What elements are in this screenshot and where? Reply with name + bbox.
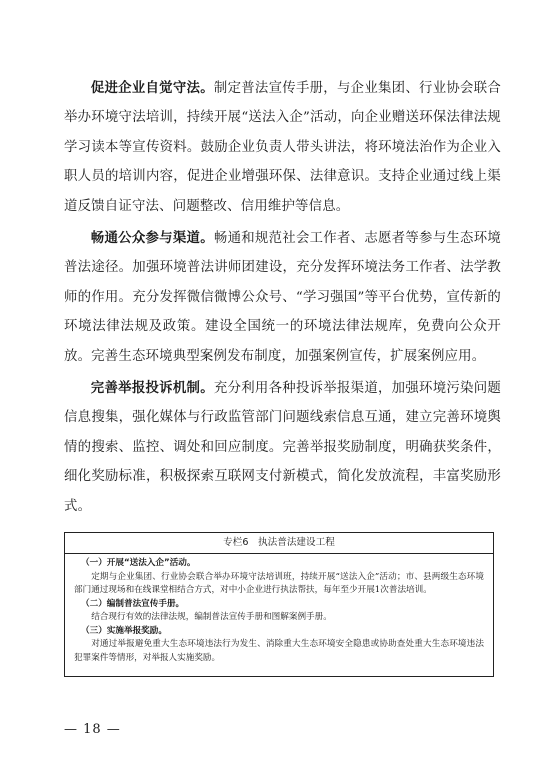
paragraph-text: 畅通和规范社会工作者、志愿者等参与生态环境普法途径。加强环境普法讲师团建设，充分发挥环境法务工作者、法学教师的作用。充分发挥微信微博公众号、“学习强国”等平台优势，宣传新的环境法律法规及政策。建设全国统一的环境法律法规库，免费向公众开放。完善生态环境典型案例发布制度，加强案例宣传，扩展案例应用。 — [64, 231, 501, 364]
paragraph-lead: 完善举报投诉机制。 — [90, 381, 214, 397]
paragraph-lead: 促进企业自觉守法。 — [90, 81, 214, 96]
box-item-heading: （二）编制普法宣传手册。 — [81, 598, 185, 609]
page-number: — 18 — — [64, 722, 121, 737]
paragraph-lead: 畅通公众参与渠道。 — [90, 231, 214, 247]
paragraph-enterprise-compliance — [64, 74, 501, 221]
box-item-heading: （三）实施举报奖励。 — [81, 625, 167, 636]
box-item-text: 定期与企业集团、行业协会联合举办环境守法培训班，持续开展“送法入企”活动；市、县两级生态环境部门通过现场和在线课堂相结合方式，对中小企业进行执法帮扶，每年至少开展1次普法培训。 — [74, 571, 484, 595]
paragraph-text: 制定普法宣传手册，与企业集团、行业协会联合举办环境守法培训，持续开展“送法入企”活动，向企业赠送环保法律法规学习读本等宣传资料。鼓励企业负责人带头讲法，将环境法治作为企业入职人员的培训内容，促进企业增强环保、法律意识。支持企业通过线上渠道反馈自证守法、问题整改、信用维护等信息。 — [64, 81, 501, 214]
box-title: 专栏6 执法普法建设工程 — [65, 533, 493, 554]
box-item-text: 对通过举报避免重大生态环境违法行为发生、消除重大生态环境安全隐患或协助查处重大生态环境违法犯罪案件等情形，对举报人实施奖励。 — [74, 639, 484, 663]
special-column-box — [64, 532, 494, 677]
box-content — [65, 554, 493, 665]
body-text — [64, 74, 501, 524]
paragraph-public-participation — [64, 224, 501, 371]
paragraph-complaint-mechanism — [64, 374, 501, 521]
box-item-text: 结合现行有效的法律法规，编制普法宣传手册和图解案例手册。 — [91, 612, 332, 622]
box-item-heading: （一）开展“送法入企”活动。 — [81, 558, 196, 568]
paragraph-text: 充分利用各种投诉举报渠道，加强环境污染问题信息搜集，强化媒体与行政监管部门问题线索信息互通，建立完善环境舆情的搜索、监控、调处和回应制度。完善举报奖励制度，明确获奖条件，细化奖励标准，积极探索互联网支付新模式，简化发放流程，丰富奖励形式。 — [64, 381, 501, 514]
